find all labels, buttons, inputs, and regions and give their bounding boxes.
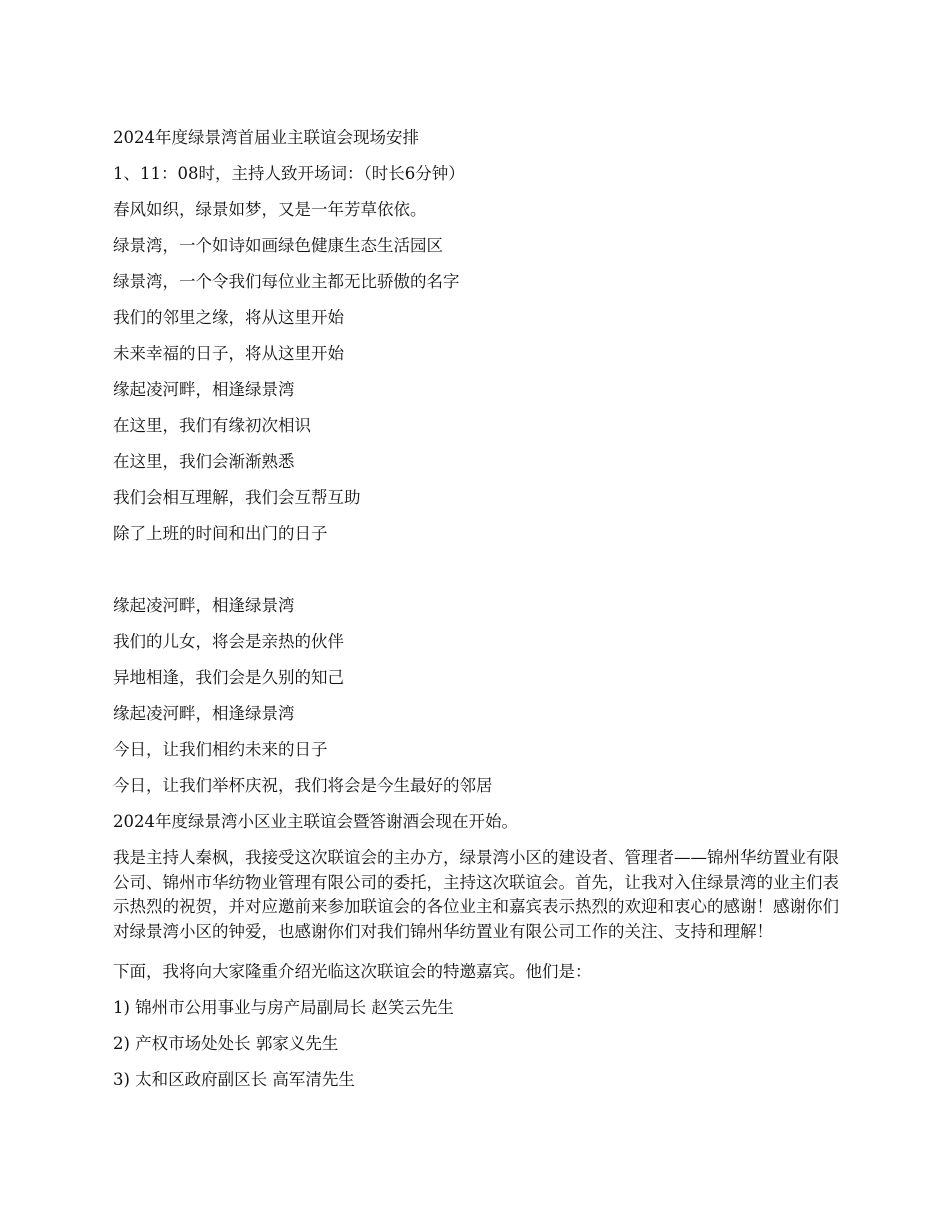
verse-line: 缘起凌河畔，相逢绿景湾	[113, 380, 295, 399]
verse-line: 未来幸福的日子，将从这里开始	[113, 344, 344, 363]
verse-line: 今日，让我们相约未来的日子	[113, 740, 328, 759]
guest-item: 3) 太和区政府副区长 高军清先生	[113, 1070, 355, 1089]
verse-line: 我们的儿女，将会是亲热的伙伴	[113, 632, 344, 651]
verse-line: 绿景湾，一个令我们每位业主都无比骄傲的名字	[113, 272, 460, 291]
verse-line: 我们会相互理解，我们会互帮互助	[113, 488, 361, 507]
guest-item: 2) 产权市场处处长 郭家义先生	[113, 1034, 339, 1053]
verse-line: 我们的邻里之缘，将从这里开始	[113, 308, 344, 327]
verse-line: 缘起凌河畔，相逢绿景湾	[113, 596, 295, 615]
verse-line: 缘起凌河畔，相逢绿景湾	[113, 704, 295, 723]
host-paragraph: 我是主持人秦枫，我接受这次联谊会的主办方，绿景湾小区的建设者、管理者——锦州华纺置业有限公司、锦州市华纺物业管理有限公司的委托，主持这次联谊会。首先，让我对入住绿景湾的业主们表示热烈的祝贺，并对应邀前来参加联谊会的各位业主和嘉宾表示热烈的欢迎和衷心的感谢！感谢你们对绿景湾小区的钟爱，也感谢你们对我们锦州华纺置业有限公司工作的关注、支持和理解！	[113, 848, 839, 941]
verse-line: 异地相逢，我们会是久别的知己	[113, 668, 344, 687]
document-body	[113, 120, 840, 1098]
guest-item: 1) 锦州市公用事业与房产局副局长 赵笑云先生	[113, 998, 454, 1017]
verse-line: 春风如织，绿景如梦，又是一年芳草依依。	[113, 200, 427, 219]
opening-announcement: 2024年度绿景湾小区业主联谊会暨答谢酒会现在开始。	[113, 812, 518, 831]
verse-line: 绿景湾，一个如诗如画绿色健康生态生活园区	[113, 236, 443, 255]
verse-line: 除了上班的时间和出门的日子	[113, 524, 328, 543]
blank-line	[113, 552, 840, 588]
guests-intro: 下面，我将向大家隆重介绍光临这次联谊会的特邀嘉宾。他们是：	[113, 962, 592, 981]
agenda-item-1: 1、11：08时，主持人致开场词：（时长6分钟）	[113, 164, 465, 183]
verse-line: 在这里，我们会渐渐熟悉	[113, 452, 295, 471]
document-title: 2024年度绿景湾首届业主联谊会现场安排	[113, 128, 419, 147]
verse-line: 今日，让我们举杯庆祝，我们将会是今生最好的邻居	[113, 776, 493, 795]
verse-line: 在这里，我们有缘初次相识	[113, 416, 311, 435]
